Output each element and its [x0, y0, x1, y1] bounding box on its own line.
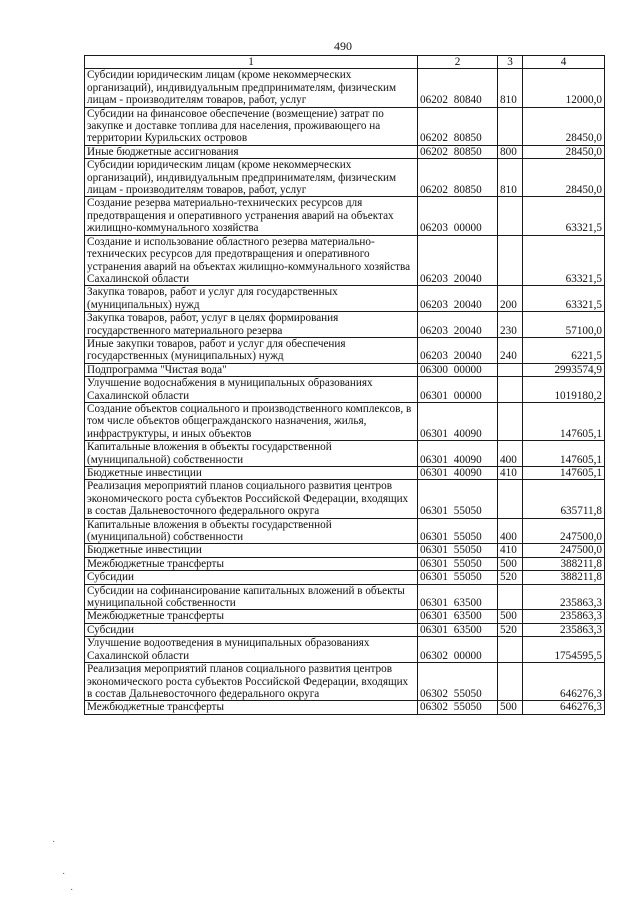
row-name: Бюджетные инвестиции	[85, 467, 418, 480]
row-amount: 1019180,2	[523, 377, 605, 403]
row-code: 06202 80850	[418, 145, 498, 158]
row-name: Создание объектов социального и производственного комплексов, в том числе объектов общегражданского назначения, жилья, инфраструктуры, и иных объектов	[85, 402, 418, 440]
table-row	[85, 286, 605, 312]
row-name: Межбюджетные трансферты	[85, 610, 418, 623]
row-name: Улучшение водоснабжения в муниципальных образованиях Сахалинской области	[85, 377, 418, 403]
row-expense-type	[498, 663, 523, 701]
row-name: Капитальные вложения в объекты государственной (муниципальной) собственности	[85, 441, 418, 467]
row-name: Подпрограмма "Чистая вода"	[85, 363, 418, 376]
row-expense-type: 500	[498, 557, 523, 570]
row-name: Субсидии на финансовое обеспечение (возмещение) затрат по закупке и доставке топлива для населения, проживающего на территории Курильских островов	[85, 107, 418, 145]
row-amount: 28450,0	[523, 145, 605, 158]
row-name: Иные бюджетные ассигнования	[85, 145, 418, 158]
row-amount: 235863,3	[523, 584, 605, 610]
row-expense-type: 800	[498, 145, 523, 158]
row-expense-type: 810	[498, 69, 523, 107]
page-number: 490	[334, 39, 352, 53]
row-code: 06301 40090	[418, 402, 498, 440]
table-row	[85, 363, 605, 376]
row-expense-type: 400	[498, 441, 523, 467]
row-amount: 388211,8	[523, 571, 605, 584]
row-code: 06301 40090	[418, 441, 498, 467]
row-code: 06301 55050	[418, 544, 498, 557]
row-expense-type: 410	[498, 467, 523, 480]
row-expense-type: 520	[498, 623, 523, 636]
row-amount: 147605,1	[523, 441, 605, 467]
table-row	[85, 544, 605, 557]
table-row	[85, 69, 605, 107]
row-code: 06301 00000	[418, 377, 498, 403]
row-name: Создание резерва материально-технических ресурсов для предотвращения и оперативного устранения аварий на объектах жилищно-коммунального хозяйства	[85, 197, 418, 235]
scan-mark: ·	[62, 868, 66, 879]
row-code: 06301 55050	[418, 557, 498, 570]
row-code: 06301 63500	[418, 623, 498, 636]
table-row	[85, 107, 605, 145]
row-expense-type	[498, 584, 523, 610]
table-row	[85, 557, 605, 570]
header-col-1: 1	[85, 56, 418, 69]
row-expense-type: 500	[498, 701, 523, 714]
row-expense-type	[498, 197, 523, 235]
row-code: 06203 20040	[418, 286, 498, 312]
row-amount: 1754595,5	[523, 637, 605, 663]
table-row	[85, 159, 605, 197]
row-expense-type	[498, 402, 523, 440]
header-col-3: 3	[498, 56, 523, 69]
row-name: Субсидии юридическим лицам (кроме некоммерческих организаций), индивидуальным предпринимателям, физическим лицам - производителям товаров, работ, услуг	[85, 159, 418, 197]
row-code: 06203 20040	[418, 312, 498, 338]
row-name: Субсидии юридическим лицам (кроме некоммерческих организаций), индивидуальным предпринимателям, физическим лицам - производителям товаров, работ, услуг	[85, 69, 418, 107]
table-row	[85, 402, 605, 440]
row-name: Реализация мероприятий планов социального развития центров экономического роста субъектов Российской Федерации, входящих в состав Дальневосточного федерального округа	[85, 663, 418, 701]
table-row	[85, 235, 605, 286]
row-expense-type: 400	[498, 518, 523, 544]
row-name: Межбюджетные трансферты	[85, 557, 418, 570]
row-amount: 63321,5	[523, 235, 605, 286]
table-row	[85, 584, 605, 610]
row-amount: 147605,1	[523, 402, 605, 440]
table-row	[85, 623, 605, 636]
row-name: Субсидии	[85, 623, 418, 636]
row-expense-type: 240	[498, 337, 523, 363]
row-name: Закупка товаров, работ и услуг для государственных (муниципальных) нужд	[85, 286, 418, 312]
row-amount: 63321,5	[523, 197, 605, 235]
header-col-2: 2	[418, 56, 498, 69]
table-row	[85, 637, 605, 663]
row-expense-type	[498, 377, 523, 403]
row-code: 06202 80850	[418, 159, 498, 197]
budget-table	[84, 55, 605, 715]
row-expense-type: 200	[498, 286, 523, 312]
table-row	[85, 337, 605, 363]
row-expense-type	[498, 107, 523, 145]
row-amount: 247500,0	[523, 544, 605, 557]
row-name: Межбюджетные трансферты	[85, 701, 418, 714]
row-expense-type: 810	[498, 159, 523, 197]
row-code: 06203 20040	[418, 337, 498, 363]
scan-mark: ·	[52, 836, 56, 847]
header-col-4: 4	[523, 56, 605, 69]
row-amount: 235863,3	[523, 610, 605, 623]
table-body	[85, 69, 605, 714]
row-code: 06301 40090	[418, 467, 498, 480]
row-expense-type	[498, 637, 523, 663]
row-amount: 2993574,9	[523, 363, 605, 376]
table-row	[85, 518, 605, 544]
row-expense-type: 230	[498, 312, 523, 338]
table-row	[85, 663, 605, 701]
row-code: 06301 55050	[418, 571, 498, 584]
row-code: 06202 80850	[418, 107, 498, 145]
row-name: Создание и использование областного резерва материально-технических ресурсов для предотвращения и оперативного устранения аварий на объектах жилищно-коммунального хозяйства Сахалинской области	[85, 235, 418, 286]
row-expense-type: 520	[498, 571, 523, 584]
table-row	[85, 467, 605, 480]
table-header	[85, 56, 605, 69]
row-expense-type	[498, 480, 523, 518]
row-amount: 63321,5	[523, 286, 605, 312]
row-name: Закупка товаров, работ, услуг в целях формирования государственного материального резерва	[85, 312, 418, 338]
scan-mark: ·	[70, 884, 74, 895]
row-code: 06302 00000	[418, 637, 498, 663]
row-amount: 28450,0	[523, 159, 605, 197]
row-name: Бюджетные инвестиции	[85, 544, 418, 557]
table-row	[85, 571, 605, 584]
row-code: 06203 00000	[418, 197, 498, 235]
row-amount: 646276,3	[523, 701, 605, 714]
row-code: 06301 55050	[418, 518, 498, 544]
row-amount: 12000,0	[523, 69, 605, 107]
table-row	[85, 377, 605, 403]
table-row	[85, 312, 605, 338]
row-code: 06301 55050	[418, 480, 498, 518]
row-expense-type: 500	[498, 610, 523, 623]
row-amount: 57100,0	[523, 312, 605, 338]
table-row	[85, 701, 605, 714]
row-expense-type	[498, 235, 523, 286]
table-row	[85, 610, 605, 623]
row-name: Улучшение водоотведения в муниципальных образованиях Сахалинской области	[85, 637, 418, 663]
row-amount: 147605,1	[523, 467, 605, 480]
row-amount: 235863,3	[523, 623, 605, 636]
row-name: Субсидии	[85, 571, 418, 584]
row-amount: 247500,0	[523, 518, 605, 544]
row-amount: 28450,0	[523, 107, 605, 145]
row-amount: 6221,5	[523, 337, 605, 363]
row-amount: 646276,3	[523, 663, 605, 701]
row-code: 06301 63500	[418, 610, 498, 623]
row-code: 06202 80840	[418, 69, 498, 107]
row-amount: 635711,8	[523, 480, 605, 518]
table-row	[85, 441, 605, 467]
row-expense-type	[498, 363, 523, 376]
header-row	[85, 56, 605, 69]
table-row	[85, 480, 605, 518]
row-code: 06302 55050	[418, 701, 498, 714]
row-name: Субсидии на софинансирование капитальных вложений в объекты муниципальной собственности	[85, 584, 418, 610]
row-name: Реализация мероприятий планов социального развития центров экономического роста субъектов Российской Федерации, входящих в состав Дальневосточного федерального округа	[85, 480, 418, 518]
row-code: 06301 63500	[418, 584, 498, 610]
table-row	[85, 145, 605, 158]
row-expense-type: 410	[498, 544, 523, 557]
row-name: Иные закупки товаров, работ и услуг для обеспечения государственных (муниципальных) нужд	[85, 337, 418, 363]
row-code: 06300 00000	[418, 363, 498, 376]
row-amount: 388211,8	[523, 557, 605, 570]
row-code: 06302 55050	[418, 663, 498, 701]
table-row	[85, 197, 605, 235]
row-code: 06203 20040	[418, 235, 498, 286]
row-name: Капитальные вложения в объекты государственной (муниципальной) собственности	[85, 518, 418, 544]
